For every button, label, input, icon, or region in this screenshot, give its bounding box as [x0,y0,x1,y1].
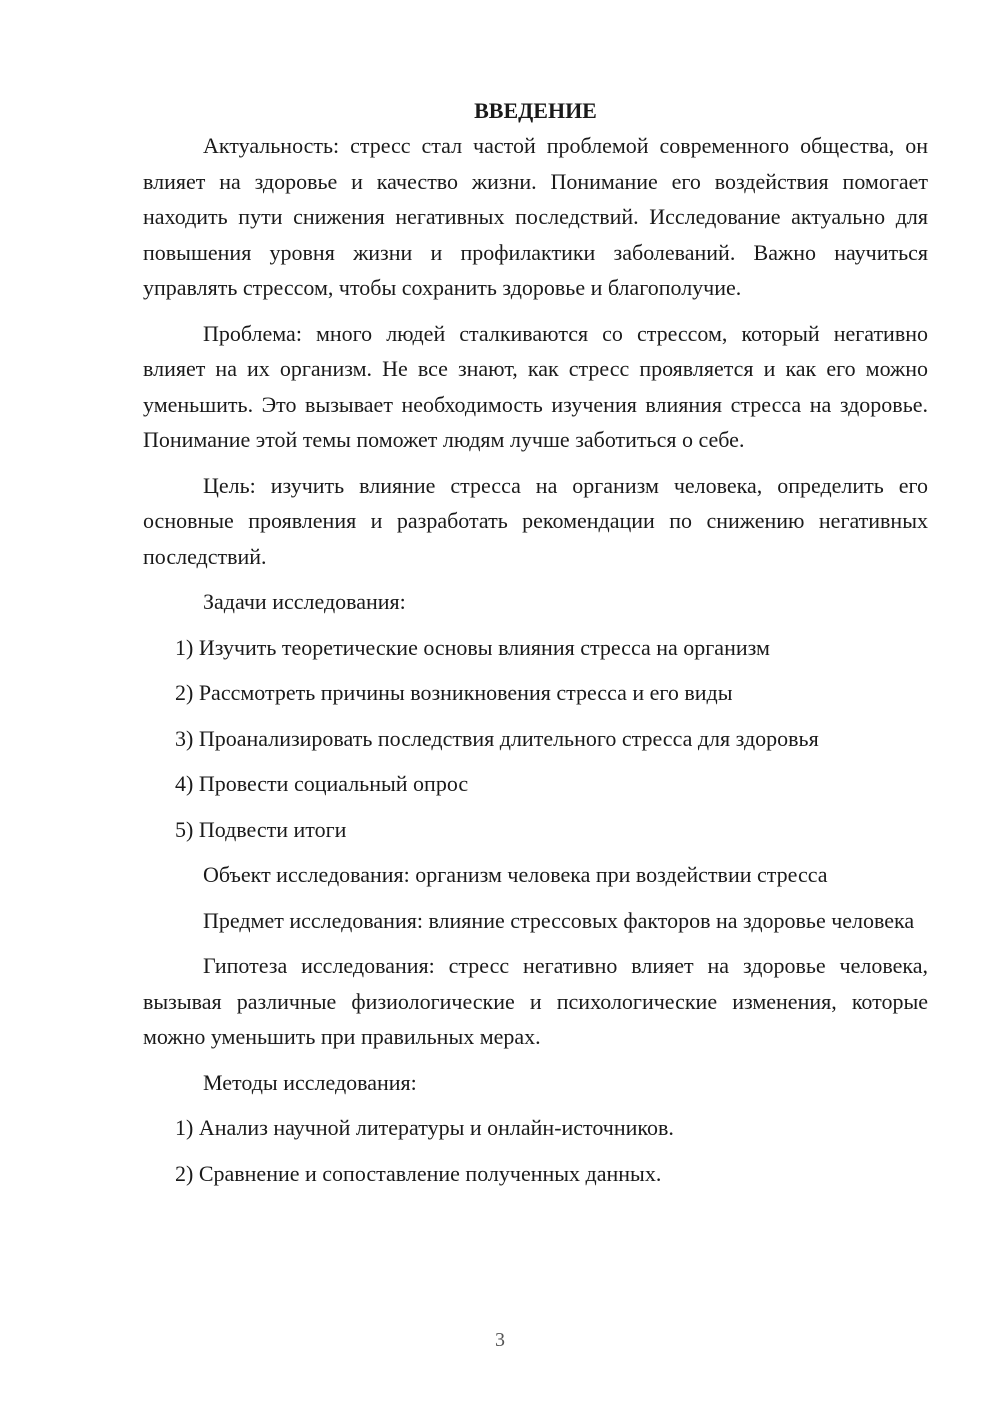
problem-paragraph: Проблема: много людей сталкиваются со стрессом, который негативно влияет на их организм. Не все знают, как стресс проявляется и как его можно уменьшить. Это вызывает необходимость изучения влияния стресса на здоровье. Понимание этой темы поможет людям лучше заботиться о себе. [143,320,928,452]
page-number: 3 [495,1329,505,1351]
hypothesis-paragraph: Гипотеза исследования: стресс негативно влияет на здоровье человека, вызывая различные физиологические и психологические изменения, которые можно уменьшить при правильных мерах. [143,953,928,1049]
task-item: 4) Провести социальный опрос [175,771,469,796]
task-item: 3) Проанализировать последствия длительного стресса для здоровья [175,725,819,751]
tasks-heading: Задачи исследования: [203,589,406,614]
subject-paragraph: Предмет исследования: влияние стрессовых факторов на здоровье человека [203,907,915,933]
relevance-paragraph: Актуальность: стресс стал частой проблемой современного общества, он влияет на здоровье и качество жизни. Понимание его воздействия помогает находить пути снижения негативных последствий. Исследование актуально для повышения уровня жизни и профилактики заболеваний. Важно научиться управлять стрессом, чтобы сохранить здоровье и благополучие. [143,133,928,300]
object-line: Объект исследования: организм человека при воздействии стресса [203,862,828,887]
document-page [143,96,928,1201]
task-item: 1) Изучить теоретические основы влияния стресса на организм [175,634,770,660]
goal-paragraph: Цель: изучить влияние стресса на организм человека, определить его основные проявления и разработать рекомендации по снижению негативных последствий. [143,472,928,569]
method-item: 2) Сравнение и сопоставление полученных данных. [175,1160,662,1186]
task-item: 5) Подвести итоги [175,816,347,842]
method-item: 1) Анализ научной литературы и онлайн-источников. [175,1115,674,1140]
methods-heading: Методы исследования: [203,1069,417,1095]
section-title: ВВЕДЕНИЕ [474,98,597,123]
task-item: 2) Рассмотреть причины возникновения стресса и его виды [175,680,733,705]
